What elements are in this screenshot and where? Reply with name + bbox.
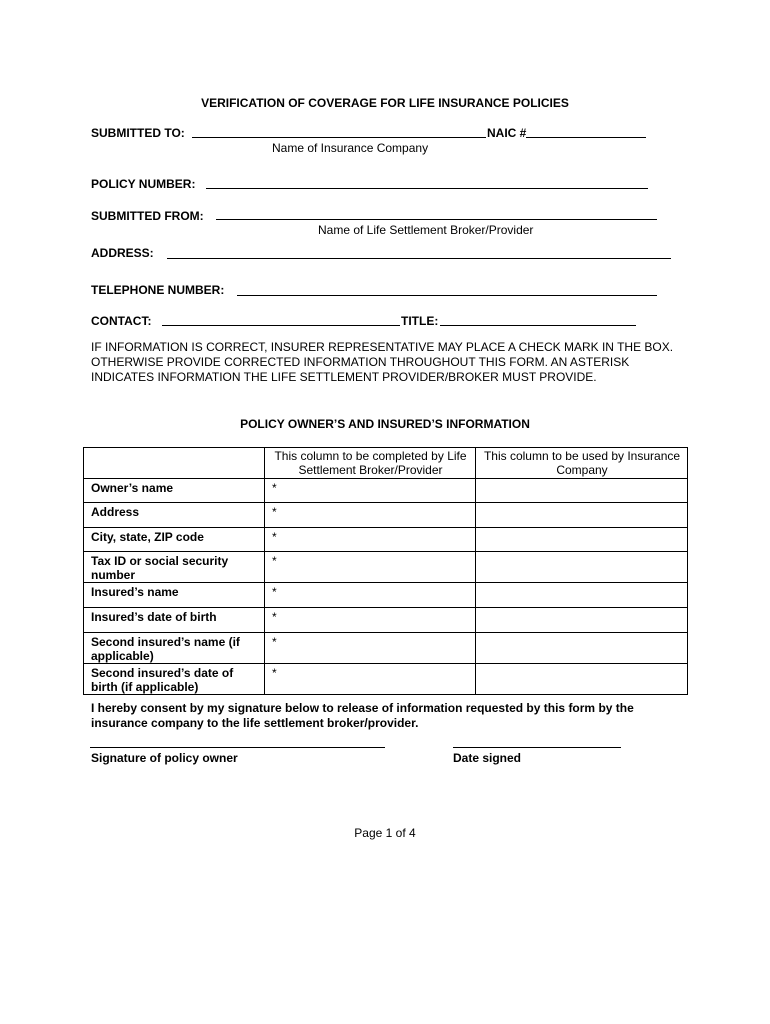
row-label: Owner’s name (84, 479, 265, 503)
row-label: Insured’s date of birth (84, 608, 265, 633)
table-row (84, 552, 688, 583)
policy-info-table (83, 447, 688, 695)
address-line[interactable] (167, 258, 671, 259)
table-row (84, 633, 688, 664)
row-label: Address (84, 503, 265, 528)
policy-number-label: POLICY NUMBER: (91, 177, 196, 191)
row-label: Second insured’s name (if applicable) (84, 633, 265, 664)
broker-caption: Name of Life Settlement Broker/Provider (318, 223, 534, 237)
table-row (84, 608, 688, 633)
row-label: Insured’s name (84, 583, 265, 608)
broker-cell[interactable]: * (265, 608, 476, 633)
address-label: ADDRESS: (91, 246, 154, 260)
insurance-company-caption: Name of Insurance Company (272, 141, 429, 155)
telephone-label: TELEPHONE NUMBER: (91, 283, 225, 297)
naic-line[interactable] (526, 137, 646, 138)
signature-line[interactable] (90, 747, 385, 748)
broker-cell[interactable]: * (265, 664, 476, 695)
submitted-to-line[interactable] (192, 137, 486, 138)
instructions-notice: IF INFORMATION IS CORRECT, INSURER REPRESENTATIVE MAY PLACE A CHECK MARK IN THE BOX. OTHERWISE PROVIDE CORRECTED INFORMATION THROUGHOUT THIS FORM. AN ASTERISK INDICATES INFORMATION THE LIFE SETTLEMENT PROVIDER/BROKER MUST PROVIDE. (91, 340, 674, 384)
insurer-cell[interactable] (476, 479, 688, 503)
row-label: Second insured’s date of birth (if applicable) (84, 664, 265, 695)
insurer-cell[interactable] (476, 503, 688, 528)
broker-cell[interactable]: * (265, 552, 476, 583)
broker-cell[interactable]: * (265, 479, 476, 503)
table-row (84, 503, 688, 528)
signature-label: Signature of policy owner (91, 751, 238, 765)
table-row (84, 664, 688, 695)
table-header-empty (84, 448, 265, 479)
row-label: Tax ID or social security number (84, 552, 265, 583)
row-label: City, state, ZIP code (84, 528, 265, 552)
table-row (84, 528, 688, 552)
page-number: Page 1 of 4 (354, 826, 416, 840)
contact-line[interactable] (162, 325, 400, 326)
title-label: TITLE: (401, 314, 439, 328)
broker-cell[interactable]: * (265, 633, 476, 664)
submitted-from-label: SUBMITTED FROM: (91, 209, 204, 223)
naic-label: NAIC # (487, 126, 527, 140)
broker-cell[interactable]: * (265, 528, 476, 552)
insurer-cell[interactable] (476, 528, 688, 552)
broker-cell[interactable]: * (265, 583, 476, 608)
insurer-cell[interactable] (476, 664, 688, 695)
title-line[interactable] (440, 325, 636, 326)
date-signed-label: Date signed (453, 751, 522, 765)
table-header-row (84, 448, 688, 479)
header-broker-column: This column to be completed by Life Settlement Broker/Provider (265, 448, 476, 479)
policy-number-line[interactable] (206, 188, 648, 189)
submitted-from-line[interactable] (216, 219, 657, 220)
form-title: VERIFICATION OF COVERAGE FOR LIFE INSURANCE POLICIES (201, 96, 569, 110)
contact-label: CONTACT: (91, 314, 152, 328)
header-insurer-column: This column to be used by Insurance Company (476, 448, 688, 479)
insurer-cell[interactable] (476, 552, 688, 583)
insurer-cell[interactable] (476, 608, 688, 633)
table-row (84, 583, 688, 608)
date-signed-line[interactable] (453, 747, 621, 748)
insurer-cell[interactable] (476, 633, 688, 664)
table-row (84, 479, 688, 503)
insurer-cell[interactable] (476, 583, 688, 608)
telephone-line[interactable] (237, 295, 657, 296)
submitted-to-label: SUBMITTED TO: (91, 126, 185, 140)
section-title: POLICY OWNER’S AND INSURED’S INFORMATION (240, 417, 530, 431)
consent-statement: I hereby consent by my signature below to release of information requested by this form by the insurance company to the life settlement broker/provider. (91, 701, 634, 730)
broker-cell[interactable]: * (265, 503, 476, 528)
